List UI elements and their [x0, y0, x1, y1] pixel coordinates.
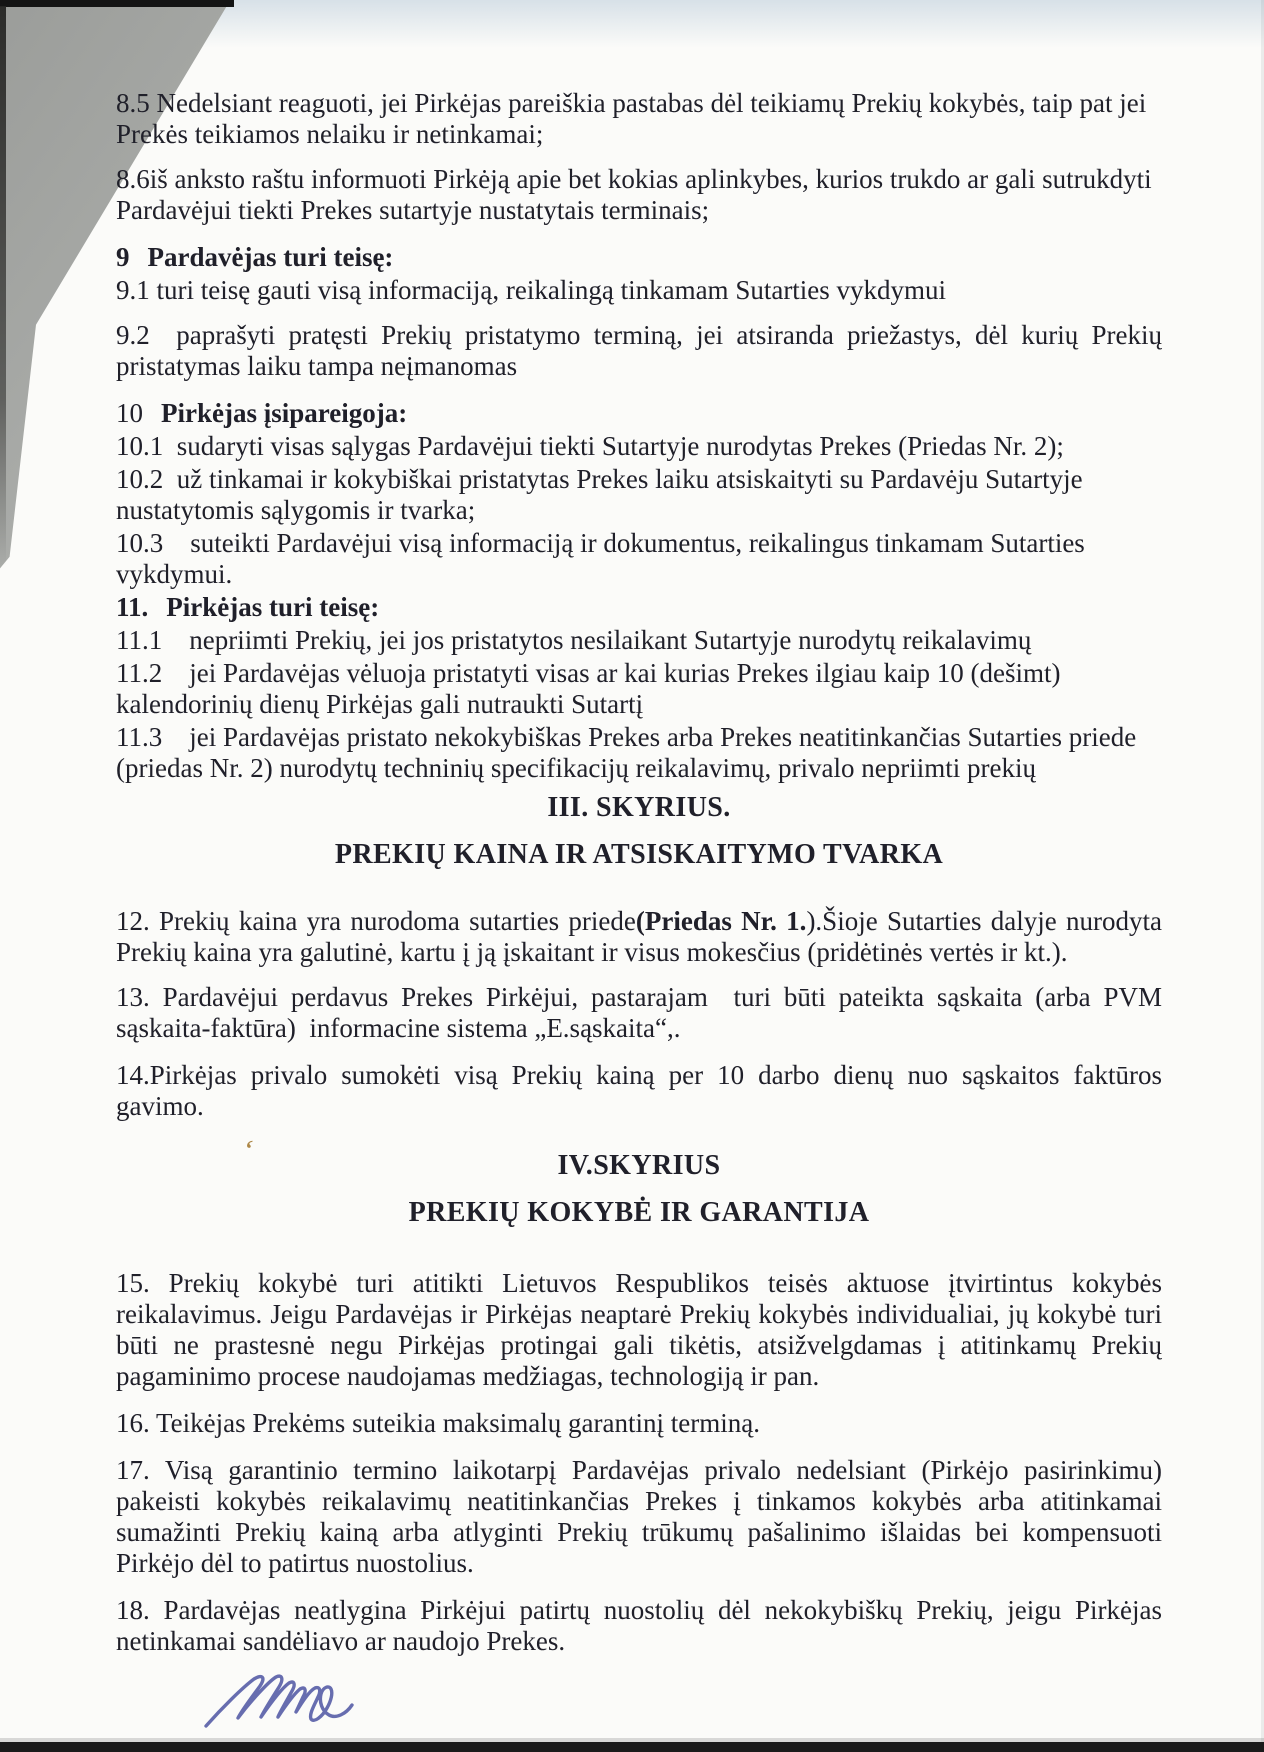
- signature-ink: [200, 1664, 380, 1736]
- clause-10-1: 10.1 sudaryti visas sąlygas Pardavėjui tiekti Sutartyje nurodytas Prekes (Priedas Nr. 2);: [116, 431, 1064, 461]
- section-heading-10: [116, 398, 1162, 429]
- chapter-4-number: IV.SKYRIUS: [557, 1150, 721, 1181]
- stray-ink-mark: ʻ: [239, 1133, 257, 1168]
- clause-8-6: 8.6iš anksto raštu informuoti Pirkėją apie bet kokias aplinkybes, kurios trukdo ar gali sutrukdyti Pardavėjui tiekti Prekes sutartyje nustatytais terminais;: [116, 164, 1159, 225]
- heading-number: 10: [116, 398, 143, 428]
- clause-12-text-tail: ).Šioje Sutarties dalyje nurodyta Prekių kaina yra galutinė, kartu į ją įskaitant ir visus mokesčius (pridėtinės vertės ir kt.).: [116, 906, 1169, 967]
- chapter-3-title: PREKIŲ KAINA IR ATSISKAITYMO TVARKA: [334, 839, 944, 870]
- scan-left-edge-shadow: [0, 6, 6, 566]
- clause-13: 13. Pardavėjui perdavus Prekes Pirkėjui, pastarajam turi būti pateikta sąskaita (arba PVM sąskaita-faktūra) informacine sistema „E.sąskaita“,.: [116, 982, 1169, 1043]
- heading-number: 11.: [116, 592, 149, 622]
- clause-11-1: 11.1 nepriimti Prekių, jei jos pristatytos nesilaikant Sutartyje nurodytų reikalavimų: [116, 625, 1032, 655]
- heading-label: Pardavėjas turi teisę:: [147, 242, 394, 272]
- contract-body: [116, 88, 1169, 1657]
- clause-8-5: 8.5 Nedelsiant reaguoti, jei Pirkėjas pareiškia pastabas dėl teikiamų Prekių kokybės, taip pat jei Prekės teikiamos nelaiku ir netinkamai;: [116, 88, 1153, 149]
- scan-bottom-edge-bar: [0, 1742, 1264, 1752]
- clause-17: 17. Visą garantinio termino laikotarpį Pardavėjas privalo nedelsiant (Pirkėjo pasirinkimu) pakeisti kokybės reikalavimų neatitinkančias Prekes į tinkamos kokybės arba atitinkamai sumažinti Prekių kainą arba atlyginti Prekių trūkumų pašalinimo išlaidas bei kompensuoti Pirkėjo dėl to patirtus nuostolius.: [116, 1455, 1169, 1578]
- clause-9-1: 9.1 turi teisę gauti visą informaciją, reikalingą tinkamam Sutarties vykdymui: [116, 275, 947, 305]
- scan-top-edge-bar: [0, 0, 234, 7]
- heading-number: 9: [116, 242, 130, 272]
- clause-12-bold-reference: (Priedas Nr. 1.: [635, 906, 807, 936]
- heading-label: Pirkėjas įsipareigoja:: [161, 398, 408, 428]
- clause-11-2: 11.2 jei Pardavėjas vėluoja pristatyti visas ar kai kurias Prekes ilgiau kaip 10 (dešimt) kalendorinių dienų Pirkėjas gali nutraukti Sutartį: [116, 658, 1068, 719]
- section-heading-11: [116, 592, 1162, 623]
- clause-10-2: 10.2 už tinkamai ir kokybiškai pristatytas Prekes laiku atsiskaityti su Pardavėju Sutartyje nustatytomis sąlygomis ir tvarka;: [116, 464, 1090, 525]
- section-heading-9: [116, 242, 1162, 273]
- clause-18: 18. Pardavėjas neatlygina Pirkėjui patirtų nuostolių dėl nekokybiškų Prekių, jeigu Pirkėjas netinkamai sandėliavo ar naudojo Prekes.: [116, 1595, 1169, 1656]
- clause-12-text: 12. Prekių kaina yra nurodoma sutarties priede: [116, 906, 636, 936]
- clause-12: [116, 906, 1169, 968]
- clause-11-3: 11.3 jei Pardavėjas pristato nekokybiškas Prekes arba Prekes neatitinkančias Sutarties priede (priedas Nr. 2) nurodytų techninių specifikacijų reikalavimų, privalo nepriimti prekių: [116, 722, 1143, 783]
- clause-10-3: 10.3 suteikti Pardavėjui visą informaciją ir dokumentus, reikalingus tinkamam Sutarties vykdymui.: [116, 528, 1092, 589]
- chapter-3-number: III. SKYRIUS.: [547, 792, 731, 823]
- clause-9-2: 9.2 paprašyti pratęsti Prekių pristatymo terminą, jei atsiranda priežastys, dėl kurių Prekių pristatymas laiku tampa neįmanomas: [116, 320, 1169, 381]
- clause-14: 14.Pirkėjas privalo sumokėti visą Prekių kainą per 10 darbo dienų nuo sąskaitos faktūros gavimo.: [116, 1060, 1169, 1121]
- clause-16: 16. Teikėjas Prekėms suteikia maksimalų garantinį terminą.: [116, 1408, 760, 1438]
- chapter-4-title: PREKIŲ KOKYBĖ IR GARANTIJA: [408, 1197, 870, 1228]
- heading-label: Pirkėjas turi teisę:: [166, 592, 380, 622]
- clause-15: 15. Prekių kokybė turi atitikti Lietuvos Respublikos teisės aktuose įtvirtintus kokybės reikalavimus. Jeigu Pardavėjas ir Pirkėjas neaptarė Prekių kokybės individualiai, jų kokybė turi būti ne prastesnė negu Pirkėjas protingai gali tikėtis, atsižvelgdamas į atitinkamų Prekių pagaminimo procese naudojamas medžiagas, technologiją ir pan.: [116, 1268, 1169, 1391]
- signature: [200, 1664, 380, 1736]
